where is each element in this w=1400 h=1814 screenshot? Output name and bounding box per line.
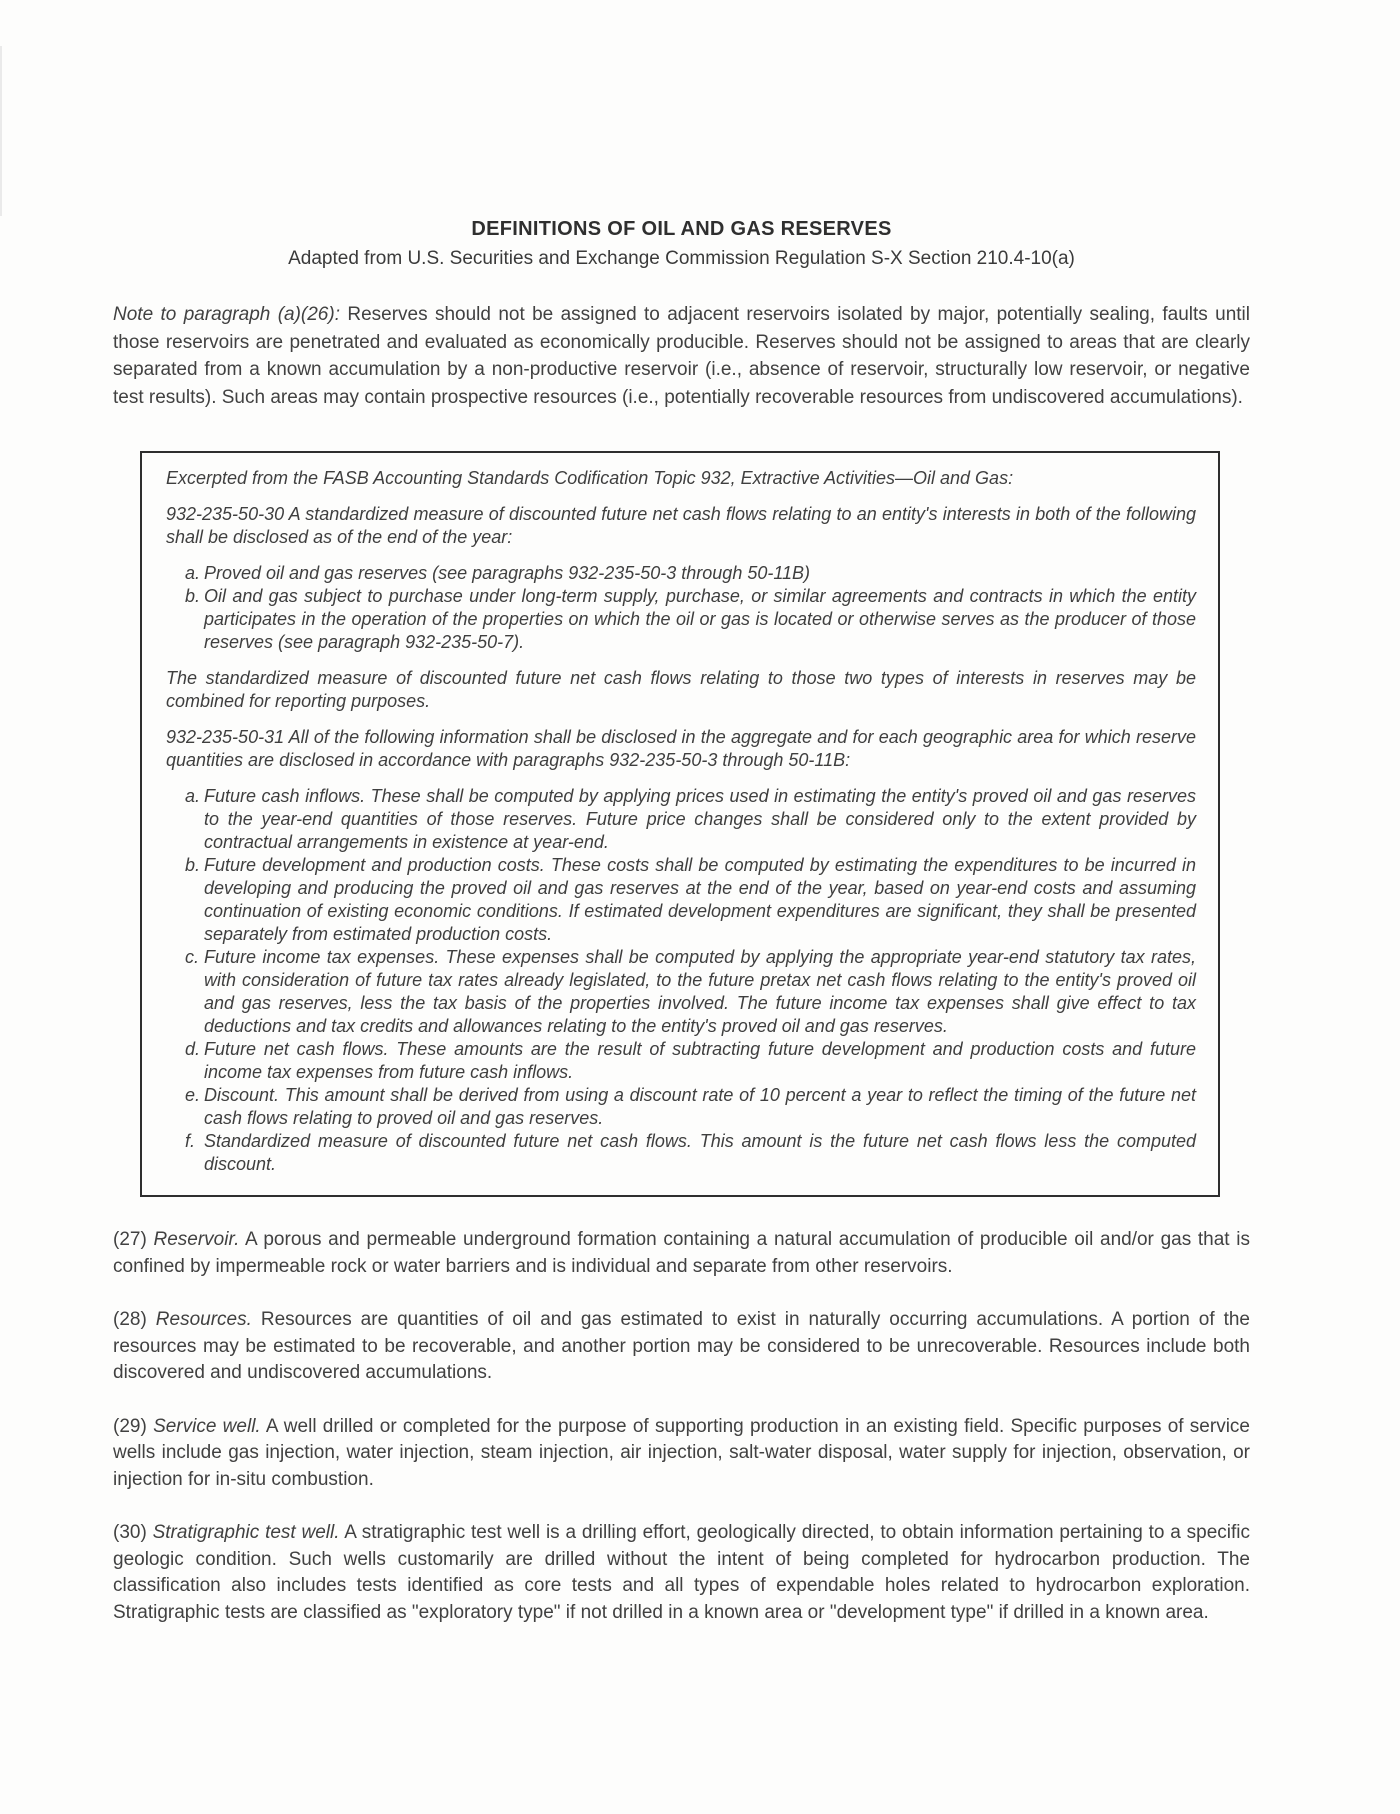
- document-content: [113, 218, 1250, 1653]
- list-item: [166, 946, 1196, 1038]
- excerpt-paragraph-932-235-50-30: 932-235-50-30 A standardized measure of discounted future net cash flows relating to an entity's interests in both of the following shall be disclosed as of the end of the year:: [166, 504, 1196, 547]
- definition-number: (28): [113, 1309, 147, 1330]
- definition-28-resources: [113, 1307, 1250, 1387]
- list-item-label: b.: [185, 586, 201, 606]
- definition-term: Reservoir.: [153, 1229, 240, 1250]
- definition-number: (30): [113, 1522, 147, 1543]
- definitions-section: [113, 1227, 1250, 1626]
- list-item-text: Future income tax expenses. These expenses shall be computed by applying the appropriate year-end statutory tax rates, with consideration of future tax rates already legislated, to the future pretax net cash flows relating to the entity's proved oil and gas reserves, less the tax basis of the properties involved. The future income tax expenses shall give effect to tax deductions and tax credits and allowances relating to the entity's proved oil and gas reserves.: [204, 947, 1196, 1036]
- list-item: [166, 854, 1196, 946]
- list-item-label: a.: [185, 786, 201, 806]
- note-body: Reserves should not be assigned to adjacent reservoirs isolated by major, potentially sealing, faults until those reservoirs are penetrated and evaluated as economically producible. Reserves should not be assigned to areas that are clearly separated from a known accumulation by a non-productive reservoir (i.e., absence of reservoir, structurally low reservoir, or negative test results). Such areas may contain prospective resources (i.e., potentially recoverable resources from undiscovered accumulations).: [113, 304, 1250, 408]
- excerpt-paragraph-932-235-50-31: 932-235-50-31 All of the following information shall be disclosed in the aggregate and for each geographic area for which reserve quantities are disclosed in accordance with paragraphs 932-235-50-3 through 50-11B:: [166, 727, 1196, 770]
- list-item-label: c.: [185, 947, 200, 967]
- list-item-text: Future cash inflows. These shall be computed by applying prices used in estimating the entity's proved oil and gas reserves to the year-end quantities of those reserves. Future price changes shall be considered only to the extent provided by contractual arrangements in existence at year-end.: [204, 786, 1196, 852]
- list-item-text: Discount. This amount shall be derived from using a discount rate of 10 percent a year to reflect the timing of the future net cash flows relating to proved oil and gas reserves.: [204, 1085, 1196, 1128]
- document-title: DEFINITIONS OF OIL AND GAS RESERVES: [471, 218, 892, 240]
- definition-number: (27): [113, 1229, 147, 1250]
- definition-text: A stratigraphic test well is a drilling effort, geologically directed, to obtain information pertaining to a specific geologic condition. Such wells customarily are drilled without the intent of being completed for hydrocarbon production. The classification also includes tests identified as core tests and all types of expendable holes related to hydrocarbon exploration. Stratigraphic tests are classified as "exploratory type" if not drilled in a known area or "development type" if drilled in a known area.: [113, 1522, 1251, 1623]
- definition-number: (29): [113, 1415, 147, 1437]
- definition-term: Resources.: [155, 1309, 252, 1330]
- definition-text: A porous and permeable underground formation containing a natural accumulation of producible oil and/or gas that is confined by impermeable rock or water barriers and is individual and separate from other reservoirs.: [113, 1229, 1251, 1277]
- list-item: [166, 785, 1196, 854]
- list-item-label: f.: [185, 1131, 196, 1151]
- definition-27-reservoir: [113, 1227, 1250, 1280]
- definition-term: Stratigraphic test well.: [152, 1522, 340, 1543]
- list-932-235-50-30: [166, 562, 1196, 654]
- definition-term: Service well.: [153, 1415, 261, 1437]
- list-item: [166, 562, 1196, 585]
- list-item-text: Proved oil and gas reserves (see paragraphs 932-235-50-3 through 50-11B): [204, 563, 811, 583]
- note-paragraph-a26: [113, 301, 1250, 411]
- scan-edge-artifact: [0, 46, 2, 216]
- list-item-label: a.: [185, 563, 201, 583]
- list-item-label: e.: [185, 1085, 201, 1105]
- list-item-text: Oil and gas subject to purchase under long-term supply, purchase, or similar agreements and contracts in which the entity participates in the operation of the properties on which the oil or gas is located or otherwise serves as the producer of those reserves (see paragraph 932-235-50-7).: [204, 586, 1196, 652]
- definition-29-service-well: [113, 1414, 1250, 1494]
- note-lead: Note to paragraph (a)(26):: [113, 304, 340, 325]
- list-item-text: Standardized measure of discounted future net cash flows. This amount is the future net cash flows less the computed discount.: [204, 1131, 1196, 1174]
- definition-30-stratigraphic-test-well: [113, 1520, 1250, 1626]
- list-item-text: Future net cash flows. These amounts are the result of subtracting future development and production costs and future income tax expenses from future cash inflows.: [204, 1039, 1196, 1082]
- document-subtitle: Adapted from U.S. Securities and Exchange Commission Regulation S-X Section 210.4-10(a): [288, 248, 1075, 269]
- fasb-excerpt-box: [140, 451, 1220, 1197]
- definition-text: A well drilled or completed for the purpose of supporting production in an existing field. Specific purposes of service wells include gas injection, water injection, steam injection, air injection, salt-water disposal, water supply for injection, observation, or injection for in-situ combustion.: [113, 1415, 1250, 1490]
- list-item-label: d.: [185, 1039, 201, 1059]
- excerpt-intro: Excerpted from the FASB Accounting Standards Codification Topic 932, Extractive Activities—Oil and Gas:: [166, 468, 1014, 488]
- list-item-text: Future development and production costs. These costs shall be computed by estimating the expenditures to be incurred in developing and producing the proved oil and gas reserves at the end of the year, based on year-end costs and assuming continuation of existing economic conditions. If estimated development expenditures are significant, they shall be presented separately from estimated production costs.: [204, 855, 1196, 944]
- excerpt-combined-paragraph: The standardized measure of discounted future net cash flows relating to those two types of interests in reserves may be combined for reporting purposes.: [166, 668, 1196, 711]
- list-item-label: b.: [185, 855, 201, 875]
- definition-text: Resources are quantities of oil and gas estimated to exist in naturally occurring accumulations. A portion of the resources may be estimated to be recoverable, and another portion may be considered to be unrecoverable. Resources include both discovered and undiscovered accumulations.: [113, 1309, 1251, 1383]
- list-item: [166, 1038, 1196, 1084]
- list-item: [166, 585, 1196, 654]
- list-932-235-50-31: [166, 785, 1196, 1176]
- list-item: [166, 1084, 1196, 1130]
- list-item: [166, 1130, 1196, 1176]
